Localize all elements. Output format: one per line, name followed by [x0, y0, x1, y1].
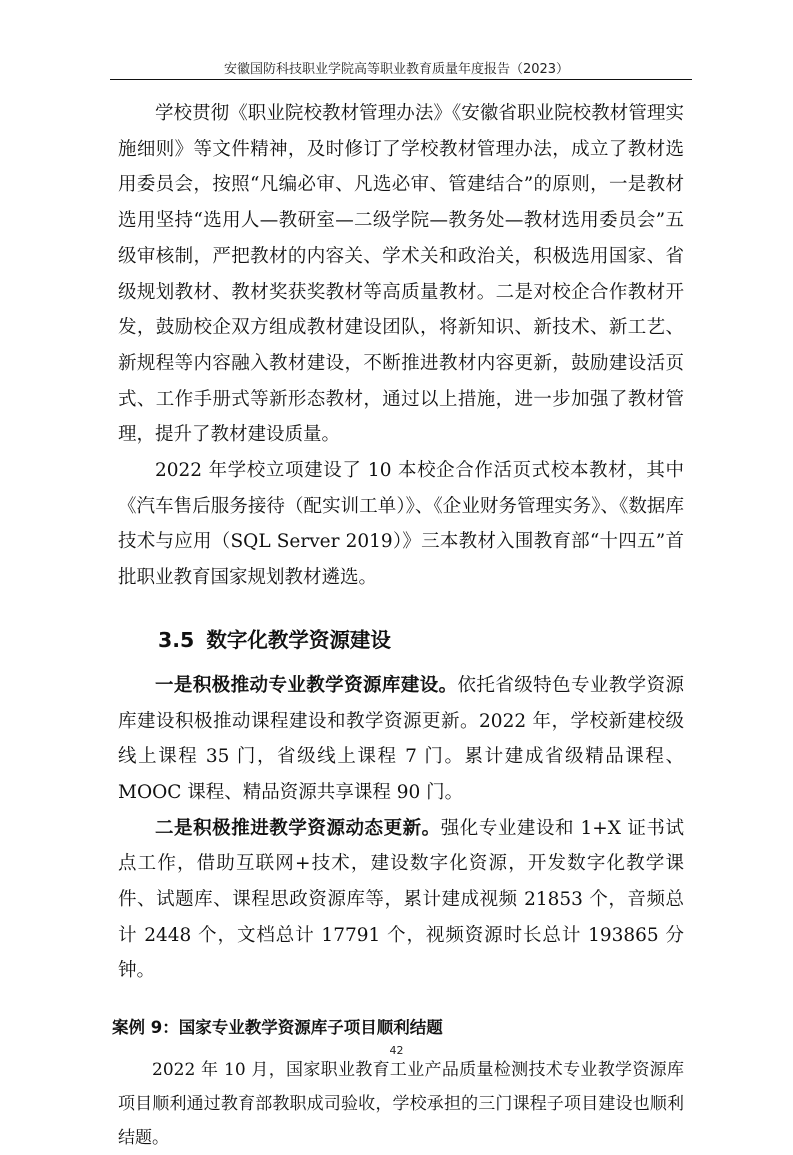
case-body [118, 1053, 684, 1155]
case-heading: 案例 9：国家专业教学资源库子项目顺利结题 [112, 1018, 443, 1038]
page-number: 42 [389, 1044, 404, 1057]
page-body [112, 96, 684, 1155]
header-divider [110, 79, 692, 80]
paragraph-textbook-management: 学校贯彻《职业院校教材管理办法》《安徽省职业院校教材管理实施细则》等文件精神，及时修订了学校教材管理办法，成立了教材选用委员会，按照“凡编必审、凡选必审、管建结合”的原则，一是教材选用坚持“选用人—教研室—二级学院—教务处—教材选用委员会”五级审核制，严把教材的内容关、学术关和政治关，积极选用国家、省级规划教材、教材奖获奖教材等高质量教材。二是对校企合作教材开发，鼓励校企双方组成教材建设团队，将新知识、新技术、新工艺、新规程等内容融入教材建设，不断推进教材内容更新，鼓励建设活页式、工作手册式等新形态教材，通过以上措施，进一步加强了教材管理，提升了教材建设质量。 [118, 103, 684, 446]
item2-text: 强化专业建设和 1+X 证书试点工作，借助互联网+技术，建设数字化资源，开发数字化教学课件、试题库、课程思政资源库等，累计建成视频 21853 个，音频总计 2448 个，文档总计 17791 个，视频资源时长总计 193865 分钟。 [118, 817, 684, 982]
section-title: 数字化教学资源建设 [206, 627, 391, 652]
running-header: 安徽国防科技职业学院高等职业教育质量年度报告（2023） [223, 62, 570, 77]
item1-text: 依托省级特色专业教学资源库建设积极推动课程建设和教学资源更新。2022 年，学校新建校级线上课程 35 门，省级线上课程 7 门。累计建成省级精品课程、MOOC 课程、精品资源共享课程 90 门。 [118, 674, 684, 803]
paragraph-resource-update [118, 811, 684, 990]
section-number: 3.5 [158, 627, 195, 652]
section-heading [118, 622, 684, 658]
item2-lead: 二是积极推进教学资源动态更新。 [155, 817, 441, 839]
paragraph-resource-library [118, 668, 684, 811]
item1-lead: 一是积极推动专业教学资源库建设。 [155, 674, 458, 696]
paragraph-textbook-projects: 2022 年学校立项建设了 10 本校企合作活页式校本教材，其中《汽车售后服务接待（配实训工单）》、《企业财务管理实务》、《数据库技术与应用（SQL Server 2019）》三本教材入围教育部“十四五”首批职业教育国家规划教材遴选。 [118, 460, 684, 589]
case-paragraph: 2022 年 10 月，国家职业教育工业产品质量检测技术专业教学资源库项目顺利通过教育部教职成司验收，学校承担的三门课程子项目建设也顺利结题。 [118, 1060, 684, 1149]
